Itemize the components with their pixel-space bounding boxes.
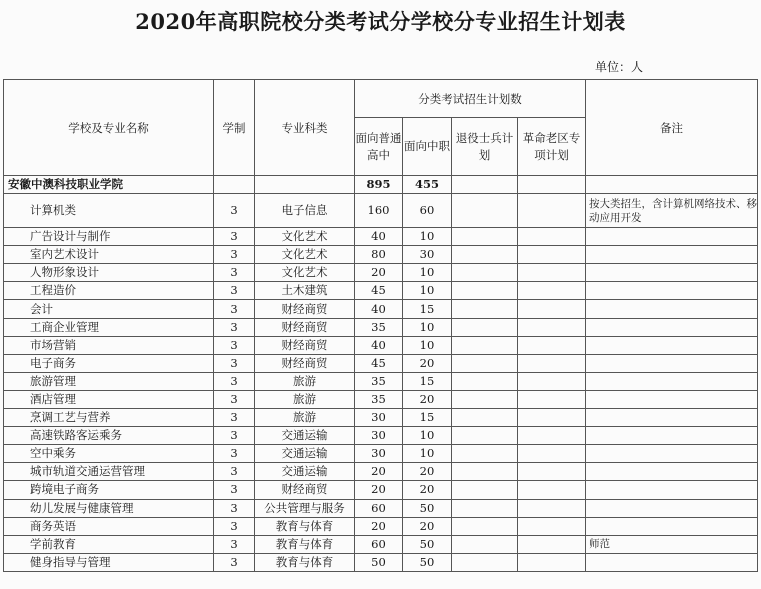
- enrollment-plan-table: [3, 79, 758, 572]
- header-revolutionary: 革命老区专项计划: [518, 118, 586, 176]
- program-veterans: [452, 246, 518, 264]
- program-general-hs: 20: [355, 481, 403, 499]
- program-name: 烹调工艺与营养: [4, 409, 214, 427]
- program-vocational: 15: [403, 300, 452, 318]
- table-row: [4, 282, 758, 300]
- program-years: 3: [214, 517, 255, 535]
- program-general-hs: 45: [355, 282, 403, 300]
- program-veterans: [452, 409, 518, 427]
- program-years: 3: [214, 390, 255, 408]
- table-row: [4, 427, 758, 445]
- program-vocational: 10: [403, 336, 452, 354]
- header-vocational: 面向中职: [403, 118, 452, 176]
- program-general-hs: 30: [355, 427, 403, 445]
- program-revolutionary: [518, 372, 586, 390]
- header-note: 备注: [586, 80, 758, 176]
- program-veterans: [452, 553, 518, 571]
- program-note: [586, 553, 758, 571]
- program-years: 3: [214, 282, 255, 300]
- program-years: 3: [214, 427, 255, 445]
- program-revolutionary: [518, 445, 586, 463]
- program-vocational: 10: [403, 427, 452, 445]
- table-row: [4, 463, 758, 481]
- program-category: 电子信息: [255, 194, 355, 228]
- program-years: 3: [214, 535, 255, 553]
- program-category: 财经商贸: [255, 318, 355, 336]
- program-veterans: [452, 535, 518, 553]
- program-revolutionary: [518, 318, 586, 336]
- program-name: 跨境电子商务: [4, 481, 214, 499]
- table-row: [4, 409, 758, 427]
- program-veterans: [452, 427, 518, 445]
- table-row: [4, 300, 758, 318]
- program-category: 财经商贸: [255, 336, 355, 354]
- program-veterans: [452, 318, 518, 336]
- program-note: 按大类招生，含计算机网络技术、移动应用开发: [586, 194, 758, 228]
- program-category: 文化艺术: [255, 246, 355, 264]
- program-name: 酒店管理: [4, 390, 214, 408]
- program-category: 旅游: [255, 390, 355, 408]
- header-plan-group: 分类考试招生计划数: [355, 80, 586, 118]
- school-row: [4, 176, 758, 194]
- program-vocational: 10: [403, 228, 452, 246]
- program-general-hs: 20: [355, 463, 403, 481]
- program-vocational: 60: [403, 194, 452, 228]
- program-general-hs: 50: [355, 553, 403, 571]
- header-veterans: 退役士兵计划: [452, 118, 518, 176]
- program-vocational: 10: [403, 318, 452, 336]
- program-general-hs: 60: [355, 499, 403, 517]
- school-vocational: 455: [403, 176, 452, 194]
- program-note: [586, 517, 758, 535]
- program-general-hs: 35: [355, 390, 403, 408]
- program-years: 3: [214, 499, 255, 517]
- program-veterans: [452, 264, 518, 282]
- program-category: 旅游: [255, 372, 355, 390]
- header-category: 专业科类: [255, 80, 355, 176]
- program-general-hs: 20: [355, 264, 403, 282]
- program-veterans: [452, 354, 518, 372]
- program-revolutionary: [518, 553, 586, 571]
- page-title: 2020年高职院校分类考试分学校分专业招生计划表: [135, 9, 626, 34]
- program-veterans: [452, 517, 518, 535]
- program-general-hs: 40: [355, 336, 403, 354]
- program-general-hs: 35: [355, 372, 403, 390]
- program-revolutionary: [518, 535, 586, 553]
- program-name: 人物形象设计: [4, 264, 214, 282]
- table-row: [4, 336, 758, 354]
- program-vocational: 20: [403, 390, 452, 408]
- program-years: 3: [214, 553, 255, 571]
- table-row: [4, 517, 758, 535]
- program-category: 交通运输: [255, 427, 355, 445]
- program-note: [586, 481, 758, 499]
- program-revolutionary: [518, 390, 586, 408]
- program-revolutionary: [518, 228, 586, 246]
- program-years: 3: [214, 318, 255, 336]
- program-category: 教育与体育: [255, 553, 355, 571]
- program-veterans: [452, 282, 518, 300]
- header-general-hs: 面向普通高中: [355, 118, 403, 176]
- program-general-hs: 35: [355, 318, 403, 336]
- program-revolutionary: [518, 409, 586, 427]
- program-note: [586, 282, 758, 300]
- program-name: 会计: [4, 300, 214, 318]
- program-revolutionary: [518, 481, 586, 499]
- school-veterans-cell: [452, 176, 518, 194]
- program-years: 3: [214, 228, 255, 246]
- program-veterans: [452, 499, 518, 517]
- program-name: 健身指导与管理: [4, 553, 214, 571]
- program-years: 3: [214, 246, 255, 264]
- program-vocational: 50: [403, 535, 452, 553]
- program-note: [586, 354, 758, 372]
- program-revolutionary: [518, 282, 586, 300]
- program-general-hs: 80: [355, 246, 403, 264]
- program-general-hs: 30: [355, 409, 403, 427]
- header-name: 学校及专业名称: [4, 80, 214, 176]
- program-category: 教育与体育: [255, 535, 355, 553]
- program-revolutionary: [518, 194, 586, 228]
- program-veterans: [452, 463, 518, 481]
- program-name: 幼儿发展与健康管理: [4, 499, 214, 517]
- program-note: [586, 390, 758, 408]
- program-name: 电子商务: [4, 354, 214, 372]
- program-veterans: [452, 481, 518, 499]
- program-note: [586, 499, 758, 517]
- school-years-cell: [214, 176, 255, 194]
- program-name: 广告设计与制作: [4, 228, 214, 246]
- program-veterans: [452, 445, 518, 463]
- program-revolutionary: [518, 499, 586, 517]
- program-category: 文化艺术: [255, 264, 355, 282]
- program-vocational: 30: [403, 246, 452, 264]
- program-name: 工商企业管理: [4, 318, 214, 336]
- program-general-hs: 45: [355, 354, 403, 372]
- program-years: 3: [214, 409, 255, 427]
- table-row: [4, 246, 758, 264]
- program-years: 3: [214, 463, 255, 481]
- program-category: 土木建筑: [255, 282, 355, 300]
- school-general-hs: 895: [355, 176, 403, 194]
- program-category: 财经商贸: [255, 354, 355, 372]
- program-vocational: 50: [403, 553, 452, 571]
- program-years: 3: [214, 372, 255, 390]
- program-category: 财经商贸: [255, 481, 355, 499]
- table-row: [4, 264, 758, 282]
- program-name: 空中乘务: [4, 445, 214, 463]
- unit-label: 单位：人: [594, 60, 643, 74]
- program-category: 公共管理与服务: [255, 499, 355, 517]
- program-vocational: 15: [403, 372, 452, 390]
- program-name: 计算机类: [4, 194, 214, 228]
- program-name: 市场营销: [4, 336, 214, 354]
- table-row: [4, 194, 758, 228]
- program-name: 商务英语: [4, 517, 214, 535]
- program-years: 3: [214, 354, 255, 372]
- program-note: [586, 336, 758, 354]
- program-years: 3: [214, 300, 255, 318]
- program-vocational: 50: [403, 499, 452, 517]
- program-category: 教育与体育: [255, 517, 355, 535]
- program-general-hs: 60: [355, 535, 403, 553]
- table-row: [4, 445, 758, 463]
- table-row: [4, 553, 758, 571]
- program-veterans: [452, 300, 518, 318]
- school-name: 安徽中澳科技职业学院: [4, 176, 214, 194]
- program-category: 文化艺术: [255, 228, 355, 246]
- table-row: [4, 481, 758, 499]
- program-vocational: 10: [403, 282, 452, 300]
- program-years: 3: [214, 336, 255, 354]
- program-note: [586, 427, 758, 445]
- program-vocational: 10: [403, 264, 452, 282]
- program-veterans: [452, 228, 518, 246]
- program-name: 工程造价: [4, 282, 214, 300]
- program-note: [586, 372, 758, 390]
- program-years: 3: [214, 445, 255, 463]
- program-general-hs: 20: [355, 517, 403, 535]
- program-note: [586, 246, 758, 264]
- program-years: 3: [214, 194, 255, 228]
- program-name: 城市轨道交通运营管理: [4, 463, 214, 481]
- program-category: 交通运输: [255, 445, 355, 463]
- program-note: [586, 300, 758, 318]
- program-note: [586, 463, 758, 481]
- program-note: 师范: [586, 535, 758, 553]
- school-category-cell: [255, 176, 355, 194]
- program-category: 财经商贸: [255, 300, 355, 318]
- program-veterans: [452, 194, 518, 228]
- program-name: 室内艺术设计: [4, 246, 214, 264]
- header-years: 学制: [214, 80, 255, 176]
- table-row: [4, 535, 758, 553]
- program-revolutionary: [518, 354, 586, 372]
- program-vocational: 20: [403, 354, 452, 372]
- program-veterans: [452, 336, 518, 354]
- program-vocational: 20: [403, 463, 452, 481]
- table-row: [4, 354, 758, 372]
- program-revolutionary: [518, 336, 586, 354]
- program-note: [586, 228, 758, 246]
- school-revolutionary-cell: [518, 176, 586, 194]
- table-row: [4, 372, 758, 390]
- program-revolutionary: [518, 517, 586, 535]
- program-name: 旅游管理: [4, 372, 214, 390]
- program-note: [586, 409, 758, 427]
- program-note: [586, 264, 758, 282]
- program-note: [586, 318, 758, 336]
- program-vocational: 10: [403, 445, 452, 463]
- program-revolutionary: [518, 264, 586, 282]
- program-veterans: [452, 372, 518, 390]
- table-row: [4, 390, 758, 408]
- program-veterans: [452, 390, 518, 408]
- program-years: 3: [214, 481, 255, 499]
- program-name: 学前教育: [4, 535, 214, 553]
- program-vocational: 15: [403, 409, 452, 427]
- table-row: [4, 499, 758, 517]
- program-name: 高速铁路客运乘务: [4, 427, 214, 445]
- program-note: [586, 445, 758, 463]
- program-category: 交通运输: [255, 463, 355, 481]
- program-revolutionary: [518, 463, 586, 481]
- program-general-hs: 40: [355, 228, 403, 246]
- program-vocational: 20: [403, 517, 452, 535]
- program-general-hs: 30: [355, 445, 403, 463]
- program-general-hs: 40: [355, 300, 403, 318]
- program-vocational: 20: [403, 481, 452, 499]
- program-revolutionary: [518, 300, 586, 318]
- program-revolutionary: [518, 246, 586, 264]
- school-note-cell: [586, 176, 758, 194]
- program-category: 旅游: [255, 409, 355, 427]
- program-years: 3: [214, 264, 255, 282]
- program-revolutionary: [518, 427, 586, 445]
- table-row: [4, 228, 758, 246]
- table-row: [4, 318, 758, 336]
- program-general-hs: 160: [355, 194, 403, 228]
